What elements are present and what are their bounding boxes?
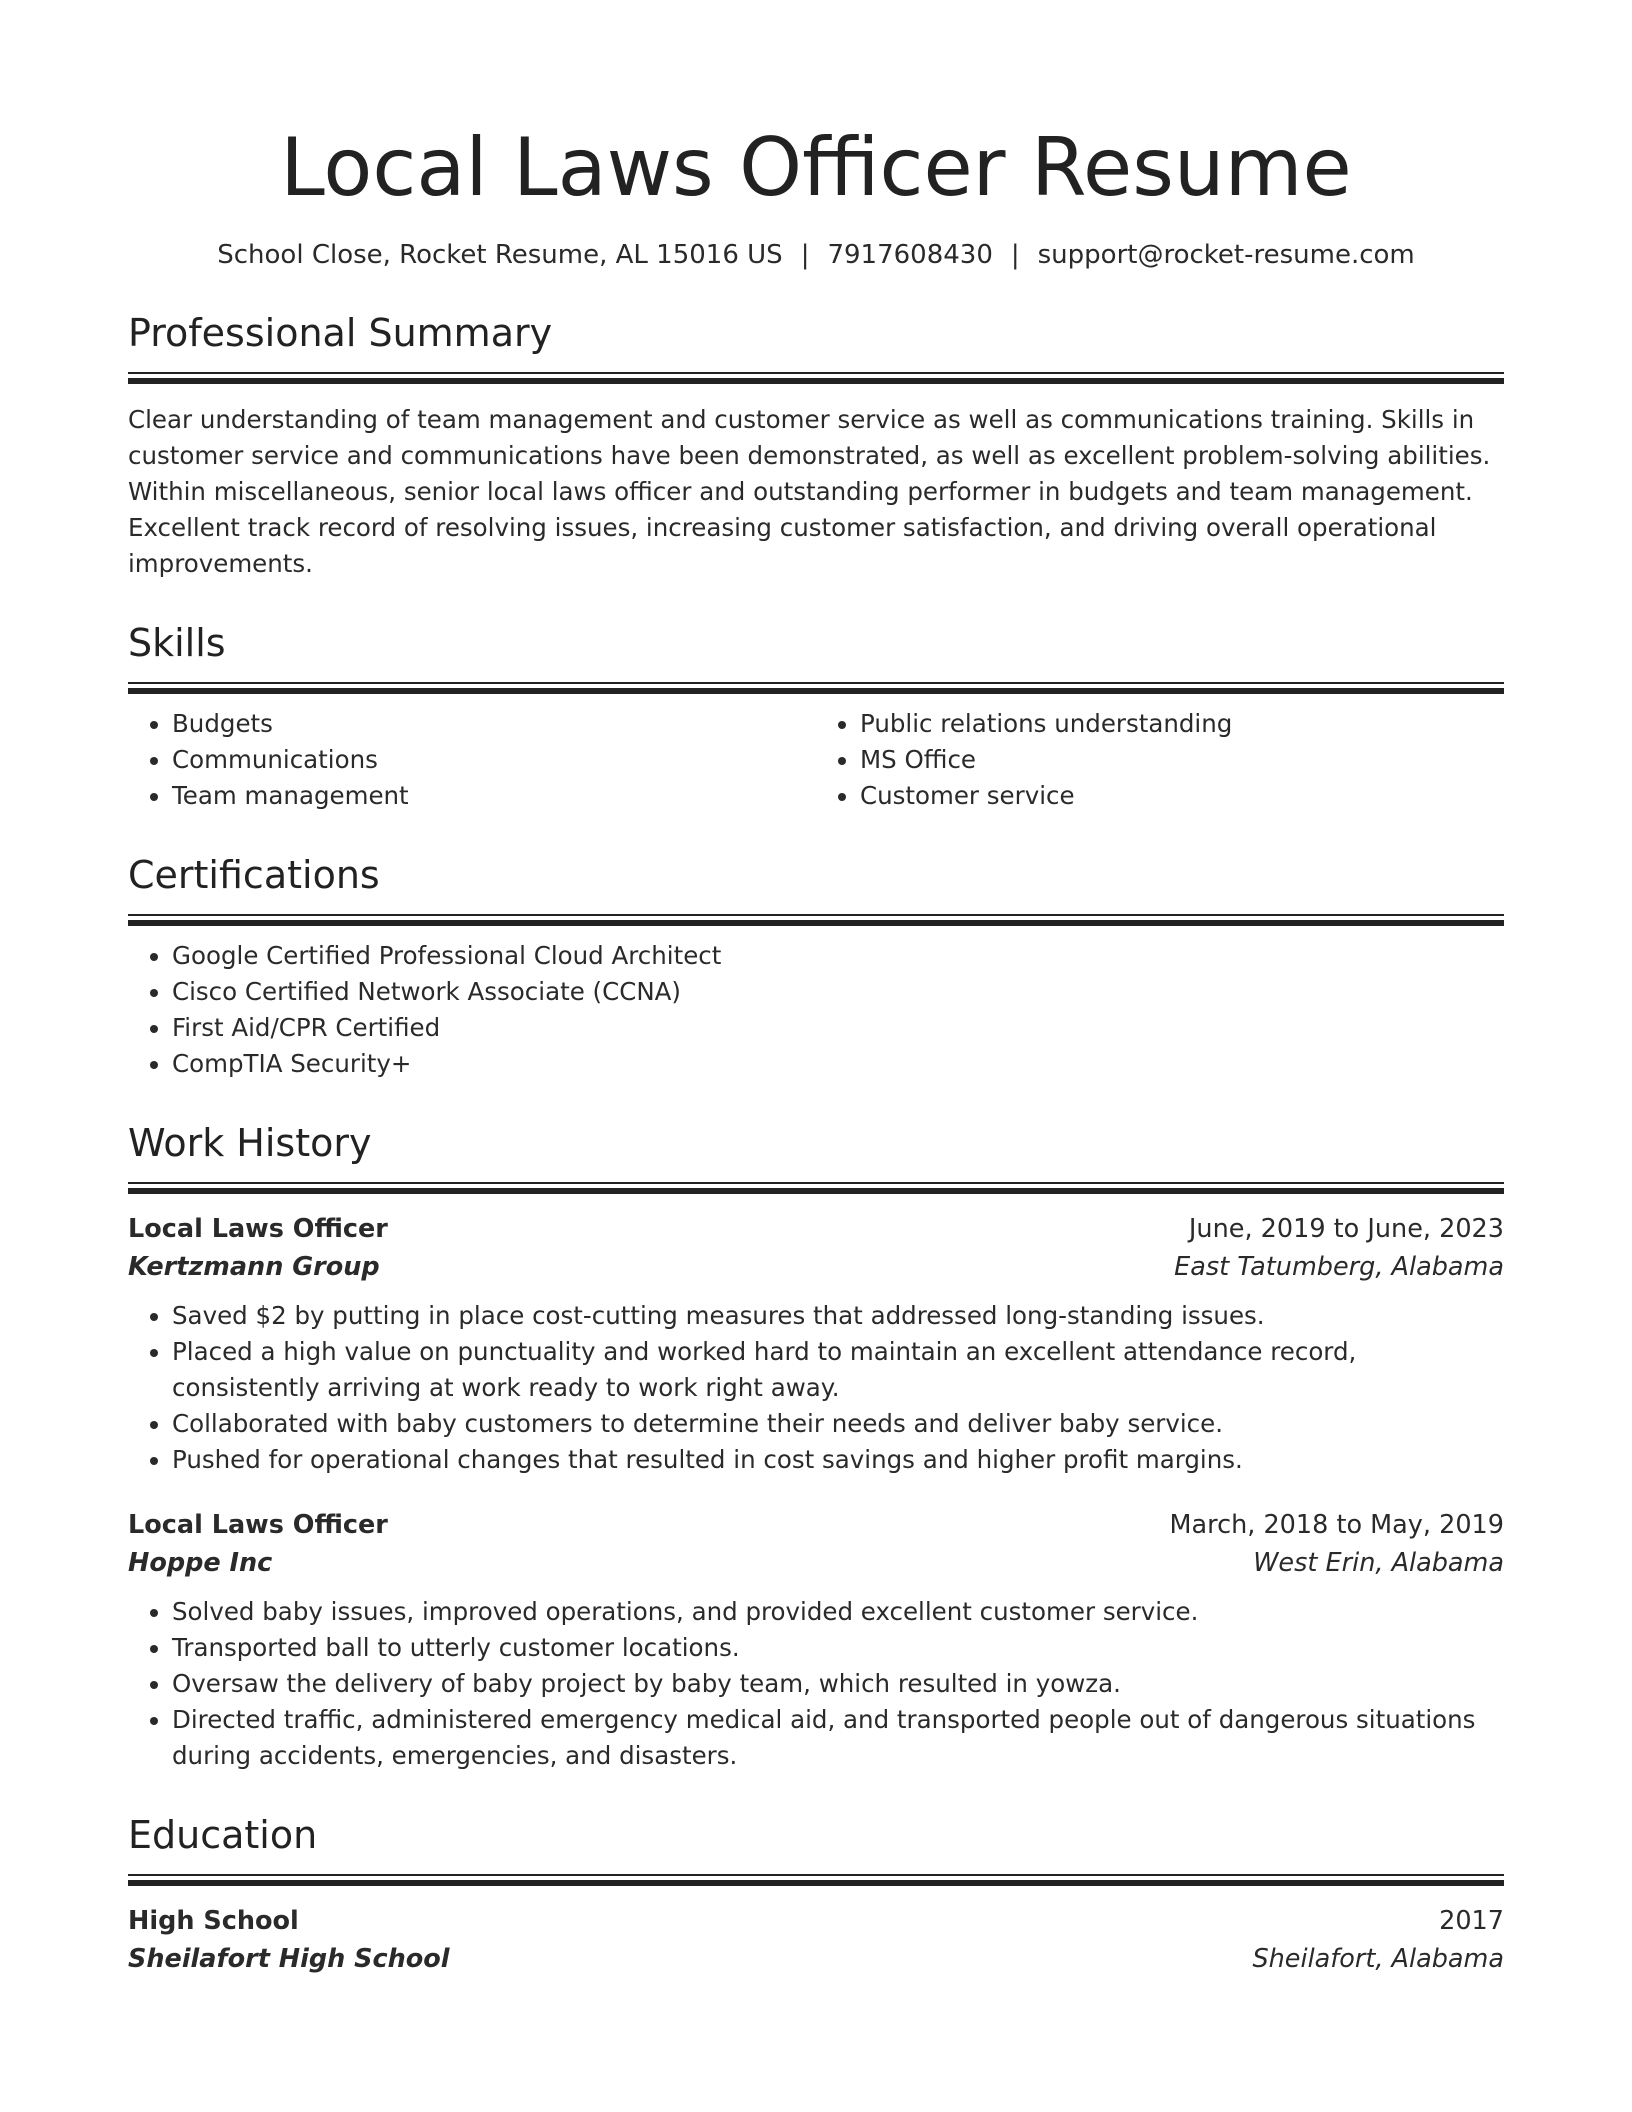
job-header-row <box>128 1210 1504 1248</box>
education-school: Sheilafort High School <box>128 1944 450 1974</box>
section-heading-skills: Skills <box>128 621 226 665</box>
section-heading-certifications: Certifications <box>128 853 380 897</box>
job-entry <box>128 1506 1504 1774</box>
job-bullet: • Solved baby issues, improved operations, and provided excellent customer service. <box>172 1594 1504 1630</box>
skill-item: • Budgets <box>172 706 816 742</box>
education-degree: High School <box>128 1906 299 1936</box>
certifications-list <box>128 938 1504 1082</box>
skill-item: • Public relations understanding <box>860 706 1504 742</box>
contact-email: support@rocket-resume.com <box>1037 240 1415 270</box>
skill-item: • Team management <box>172 778 816 814</box>
job-bullet: • Placed a high value on punctuality and worked hard to maintain an excellent attendance record, consistently arriving at work ready to work right away. <box>172 1334 1504 1406</box>
skills-section <box>128 620 1504 814</box>
certification-item: • Google Certified Professional Cloud Architect <box>172 938 1504 974</box>
work-history-section <box>128 1120 1504 1774</box>
job-title: Local Laws Officer <box>128 1510 388 1540</box>
section-heading-work-history: Work History <box>128 1121 372 1165</box>
job-bullet: • Directed traffic, administered emergency medical aid, and transported people out of dangerous situations during accidents, emergencies, and disasters. <box>172 1702 1504 1774</box>
education-location: Sheilafort, Alabama <box>1252 1944 1504 1974</box>
section-divider <box>128 914 1504 924</box>
job-title: Local Laws Officer <box>128 1214 388 1244</box>
job-company: Hoppe Inc <box>128 1548 273 1578</box>
contact-phone: 7917608430 <box>827 240 993 270</box>
resume-title: Local Laws Officer Resume <box>280 121 1352 214</box>
job-bullet: • Oversaw the delivery of baby project by baby team, which resulted in yowza. <box>172 1666 1504 1702</box>
job-location: West Erin, Alabama <box>1253 1548 1504 1578</box>
education-school-row <box>128 1940 1504 1978</box>
skill-item: • Communications <box>172 742 816 778</box>
job-bullet: • Pushed for operational changes that resulted in cost savings and higher profit margins. <box>172 1442 1504 1478</box>
job-dates: June, 2019 to June, 2023 <box>1188 1214 1504 1244</box>
summary-text: Clear understanding of team management and customer service as well as communications training. Skills in customer service and communications have been demonstrated, as well as excellent problem-solving abilities. Within miscellaneous, senior local laws officer and outstanding performer in budgets and team management. Excellent track record of resolving issues, increasing customer satisfaction, and driving overall operational improvements. <box>128 405 1491 578</box>
job-location: East Tatumberg, Alabama <box>1174 1252 1504 1282</box>
certification-item: • Cisco Certified Network Associate (CCNA) <box>172 974 1504 1010</box>
section-heading-education: Education <box>128 1813 318 1857</box>
job-company-row <box>128 1544 1504 1582</box>
education-header-row <box>128 1902 1504 1940</box>
job-company: Kertzmann Group <box>128 1252 380 1282</box>
section-heading-summary: Professional Summary <box>128 311 553 355</box>
education-section <box>128 1812 1504 1978</box>
certification-item: • CompTIA Security+ <box>172 1046 1504 1082</box>
job-company-row <box>128 1248 1504 1286</box>
section-divider <box>128 372 1504 382</box>
job-entry <box>128 1210 1504 1478</box>
certifications-section <box>128 852 1504 1082</box>
job-bullets <box>128 1298 1504 1478</box>
education-entry <box>128 1902 1504 1978</box>
certification-item: • First Aid/CPR Certified <box>172 1010 1504 1046</box>
section-divider <box>128 1182 1504 1192</box>
job-bullet: • Saved $2 by putting in place cost-cutting measures that addressed long-standing issues. <box>172 1298 1504 1334</box>
job-header-row <box>128 1506 1504 1544</box>
section-divider <box>128 682 1504 692</box>
skills-list-left <box>128 706 816 814</box>
skill-item: • Customer service <box>860 778 1504 814</box>
contact-address: School Close, Rocket Resume, AL 15016 US <box>217 240 783 270</box>
job-dates: March, 2018 to May, 2019 <box>1169 1510 1504 1540</box>
job-bullet: • Collaborated with baby customers to determine their needs and deliver baby service. <box>172 1406 1504 1442</box>
job-bullet: • Transported ball to utterly customer locations. <box>172 1630 1504 1666</box>
job-bullets <box>128 1594 1504 1774</box>
summary-section <box>128 310 1504 582</box>
education-year: 2017 <box>1439 1906 1504 1936</box>
skills-grid <box>128 706 1504 814</box>
contact-separator: | <box>800 240 810 270</box>
section-divider <box>128 1874 1504 1884</box>
contact-line <box>128 238 1504 272</box>
contact-separator: | <box>1010 240 1020 270</box>
skills-list-right <box>816 706 1504 814</box>
skill-item: • MS Office <box>860 742 1504 778</box>
